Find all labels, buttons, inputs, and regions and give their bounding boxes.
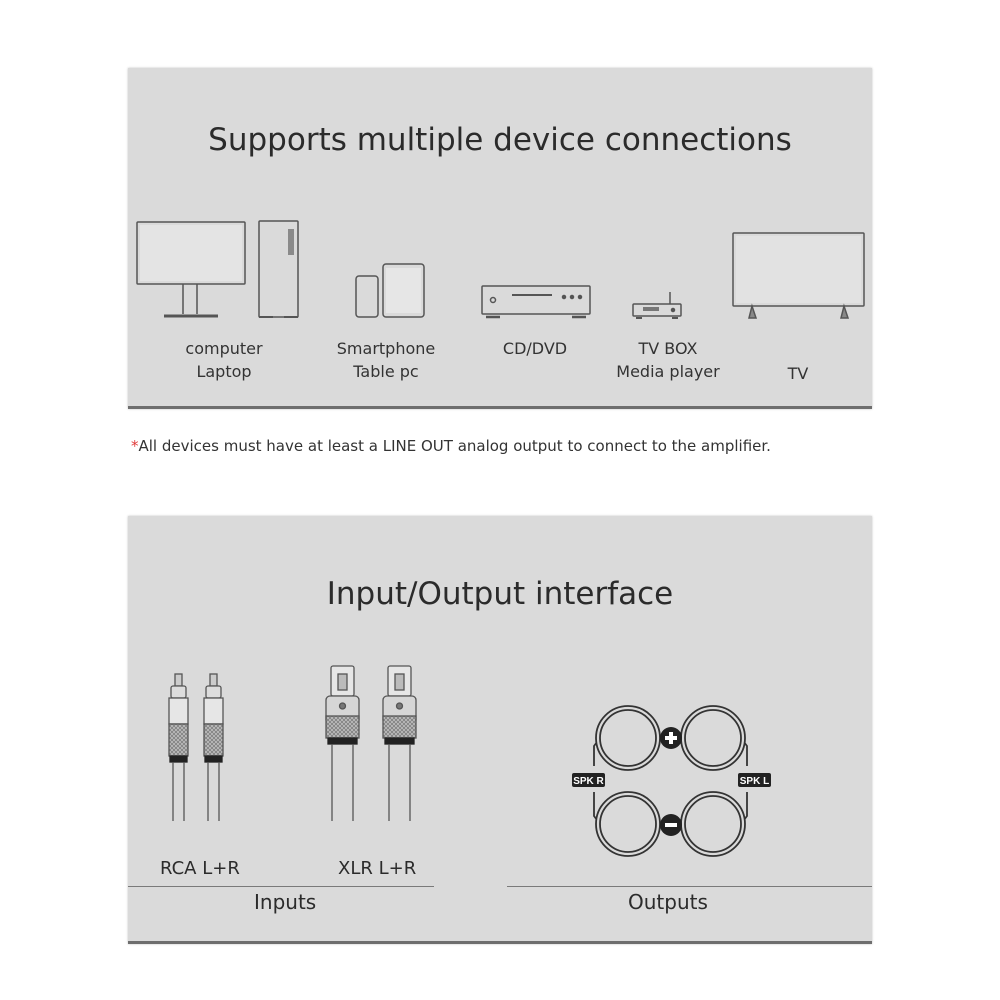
io-interface-panel <box>128 516 872 944</box>
device-connections-title: Supports multiple device connections <box>208 122 792 158</box>
computer-icon <box>137 221 298 317</box>
rca-connector-left-icon <box>169 674 188 821</box>
spk-left-label: SPK R <box>573 776 604 787</box>
xlr-connector-left-icon <box>326 666 359 821</box>
device-label-tv: TV <box>787 364 809 383</box>
xlr-label: XLR L+R <box>338 858 417 879</box>
spk-right-label: SPK L <box>739 776 770 787</box>
xlr-connector-right-icon <box>383 666 416 821</box>
inputs-label: Inputs <box>254 890 317 914</box>
minus-terminal-icon <box>660 814 682 836</box>
device-label-tv-box: TV BOX Media player <box>616 339 720 381</box>
device-label-smartphone: Smartphone Table pc <box>336 339 436 381</box>
tv-box-icon <box>633 292 681 318</box>
io-interface-title: Input/Output interface <box>326 576 674 612</box>
line-out-note <box>131 437 771 455</box>
device-label-cd-dvd: CD/DVD <box>502 339 568 358</box>
spk-right-badge-icon <box>738 773 771 787</box>
cd-dvd-player-icon <box>482 286 590 317</box>
device-label-computer: computer Laptop <box>185 339 263 381</box>
outputs-divider <box>507 886 872 887</box>
rca-label: RCA L+R <box>160 858 240 879</box>
tv-icon <box>733 233 864 318</box>
note-text: All devices must have at least a LINE OUT analog output to connect to the amplifier. <box>138 437 771 455</box>
device-connections-panel <box>128 68 872 409</box>
spk-left-badge-icon <box>572 773 605 787</box>
inputs-divider <box>128 886 434 887</box>
plus-terminal-icon <box>660 727 682 749</box>
outputs-label: Outputs <box>628 890 708 914</box>
smartphone-tablet-icon <box>356 264 424 317</box>
rca-connector-right-icon <box>204 674 223 821</box>
note-asterisk: * <box>131 437 139 455</box>
